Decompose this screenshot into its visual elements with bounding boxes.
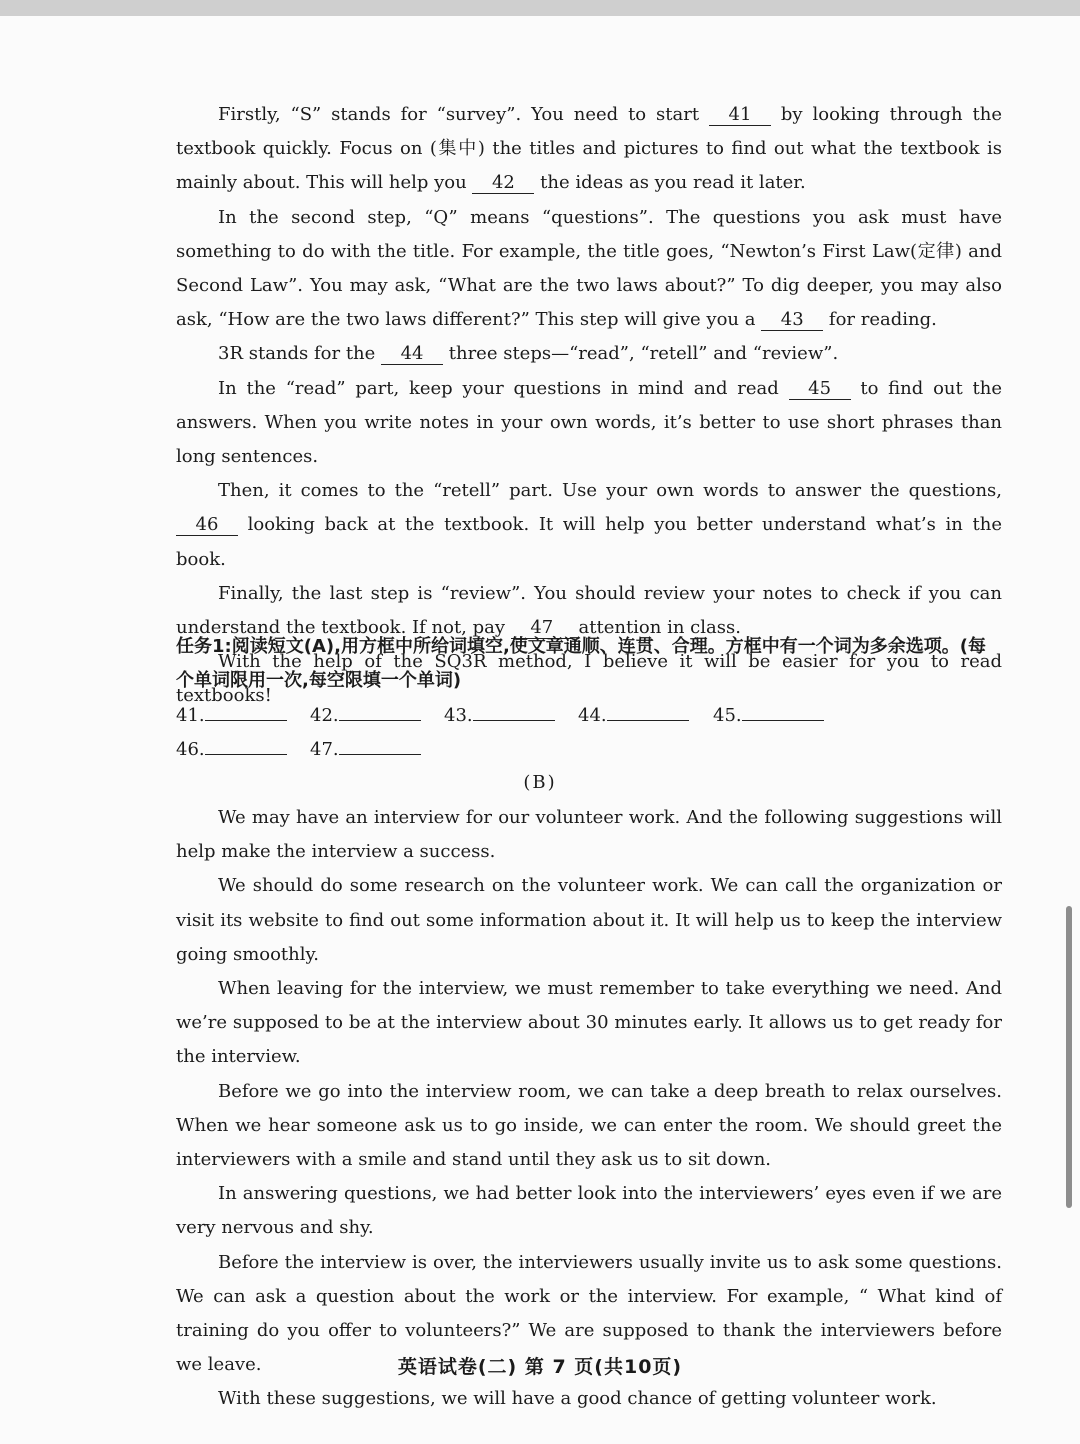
passage-a-paragraph: [176, 372, 1002, 475]
answer-line[interactable]: [339, 698, 421, 721]
passage-b-paragraph: Before we go into the interview room, we can take a deep breath to relax ourselves. When we hear someone ask us to go inside, we can enter the room. We should greet the interviewers with a smile and stand until they ask us to sit down.: [176, 1080, 1002, 1171]
text-span: 3R stands for the: [218, 343, 382, 365]
passage-b-paragraph: Before the interview is over, the interviewers usually invite us to ask some questions. We can ask a question about the work or the interview. For example, “ What kind of training do you offer to volunteers?” We are supposed to thank the interviewers before we leave.: [176, 1251, 1002, 1376]
passage-b-paragraph: We may have an interview for our volunteer work. And the following suggestions will help make the interview a success.: [176, 807, 1002, 863]
answer-blanks: [176, 698, 1002, 766]
answer-slot[interactable]: [176, 698, 287, 733]
text-span: three steps—“read”, “retell” and “review”.: [443, 343, 839, 365]
numbered-blank[interactable]: 42: [472, 173, 534, 194]
text-span: Then, it comes to the “retell” part. Use your own words to answer the questions,: [218, 480, 1002, 502]
text-span: attention in class.: [572, 617, 741, 639]
answer-line[interactable]: [473, 698, 555, 721]
text-span: With the help of the SQ3R method, I believe it will be easier for you to read textbooks!: [176, 651, 1002, 707]
text-span: looking back at the textbook. It will help you better understand what’s in the book.: [176, 514, 1002, 570]
passage-b-paragraph: With these suggestions, we will have a good chance of getting volunteer work.: [218, 1388, 937, 1410]
answer-number: 41.: [176, 705, 205, 726]
passage-a-paragraph: [176, 98, 1002, 201]
answer-slot[interactable]: [176, 732, 287, 767]
answer-line[interactable]: [742, 698, 824, 721]
numbered-blank[interactable]: 43: [761, 310, 823, 331]
numbered-blank[interactable]: 45: [789, 379, 851, 400]
answer-row: [176, 732, 1002, 766]
answer-number: 44.: [578, 705, 607, 726]
text-span: In the “read” part, keep your questions in mind and read: [218, 377, 789, 399]
answer-slot[interactable]: [310, 698, 421, 733]
numbered-blank[interactable]: 44: [381, 344, 443, 365]
passage-b-paragraph: In answering questions, we had better look into the interviewers’ eyes even if we are very nervous and shy.: [176, 1183, 1002, 1239]
passage-b-paragraph: We should do some research on the volunteer work. We can call the organization or visit its website to find out some information about it. It will help us to keep the interview going smoothly.: [176, 875, 1002, 965]
answer-line[interactable]: [339, 732, 421, 755]
text-span: for reading.: [823, 309, 937, 331]
text-span: by looking through the textbook quickly. Focus on (集中) the titles and pictures to find out what the textbook is mainly about. This will help you: [176, 104, 1002, 194]
answer-line[interactable]: [205, 732, 287, 755]
passage-a-paragraph: [176, 474, 1002, 577]
text-span: In the second step, “Q” means “questions”. The questions you ask must have something to do with the title. For example, the title goes, “Newton’s First Law(定律) and Second Law”. You may ask, “What are the two laws about?” To dig deeper, you may also ask, “How are the two laws different?” This step will give you a: [176, 206, 1002, 331]
passage-a-paragraph: [176, 201, 1002, 338]
answer-number: 43.: [444, 705, 473, 726]
task-instruction: 任务1:阅读短文(A),用方框中所给词填空,使文章通顺、连贯、合理。方框中有一个词为多余选项。(每个单词限用一次,每空限填一个单词): [176, 636, 987, 691]
answer-slot[interactable]: [578, 698, 689, 733]
passage-a: [176, 98, 1002, 714]
answer-number: 42.: [310, 705, 339, 726]
passage-b-paragraph: When leaving for the interview, we must remember to take everything we need. And we’re supposed to be at the interview about 30 minutes early. It allows us to get ready for the interview.: [176, 978, 1002, 1068]
passage-b-heading: (B): [523, 772, 557, 793]
answer-row: [176, 698, 1002, 732]
numbered-blank[interactable]: 46: [176, 515, 238, 536]
text-span: Firstly, “S” stands for “survey”. You need to start: [218, 104, 709, 125]
answer-number: 46.: [176, 739, 205, 760]
answer-line[interactable]: [607, 698, 689, 721]
top-edge: [0, 0, 1080, 16]
text-span: Finally, the last step is “review”. You should review your notes to check if you can understand the textbook. If not, pay: [176, 582, 1002, 639]
exam-page: [0, 16, 1080, 1444]
answer-number: 45.: [713, 705, 742, 726]
text-span: the ideas as you read it later.: [534, 172, 806, 194]
page-footer: 英语试卷(二) 第 7 页(共10页): [397, 1356, 683, 1378]
numbered-blank[interactable]: 47: [511, 618, 573, 639]
answer-slot[interactable]: [713, 698, 824, 733]
numbered-blank[interactable]: 41: [709, 105, 771, 126]
passage-b: [176, 801, 1002, 1417]
text-span: to find out the answers. When you write notes in your own words, it’s better to use short phrases than long sentences.: [176, 377, 1002, 468]
scrollbar[interactable]: [1066, 906, 1072, 1208]
answer-line[interactable]: [205, 698, 287, 721]
answer-number: 47.: [310, 739, 339, 760]
answer-slot[interactable]: [310, 732, 421, 767]
passage-a-paragraph: [176, 337, 1002, 371]
answer-slot[interactable]: [444, 698, 555, 733]
